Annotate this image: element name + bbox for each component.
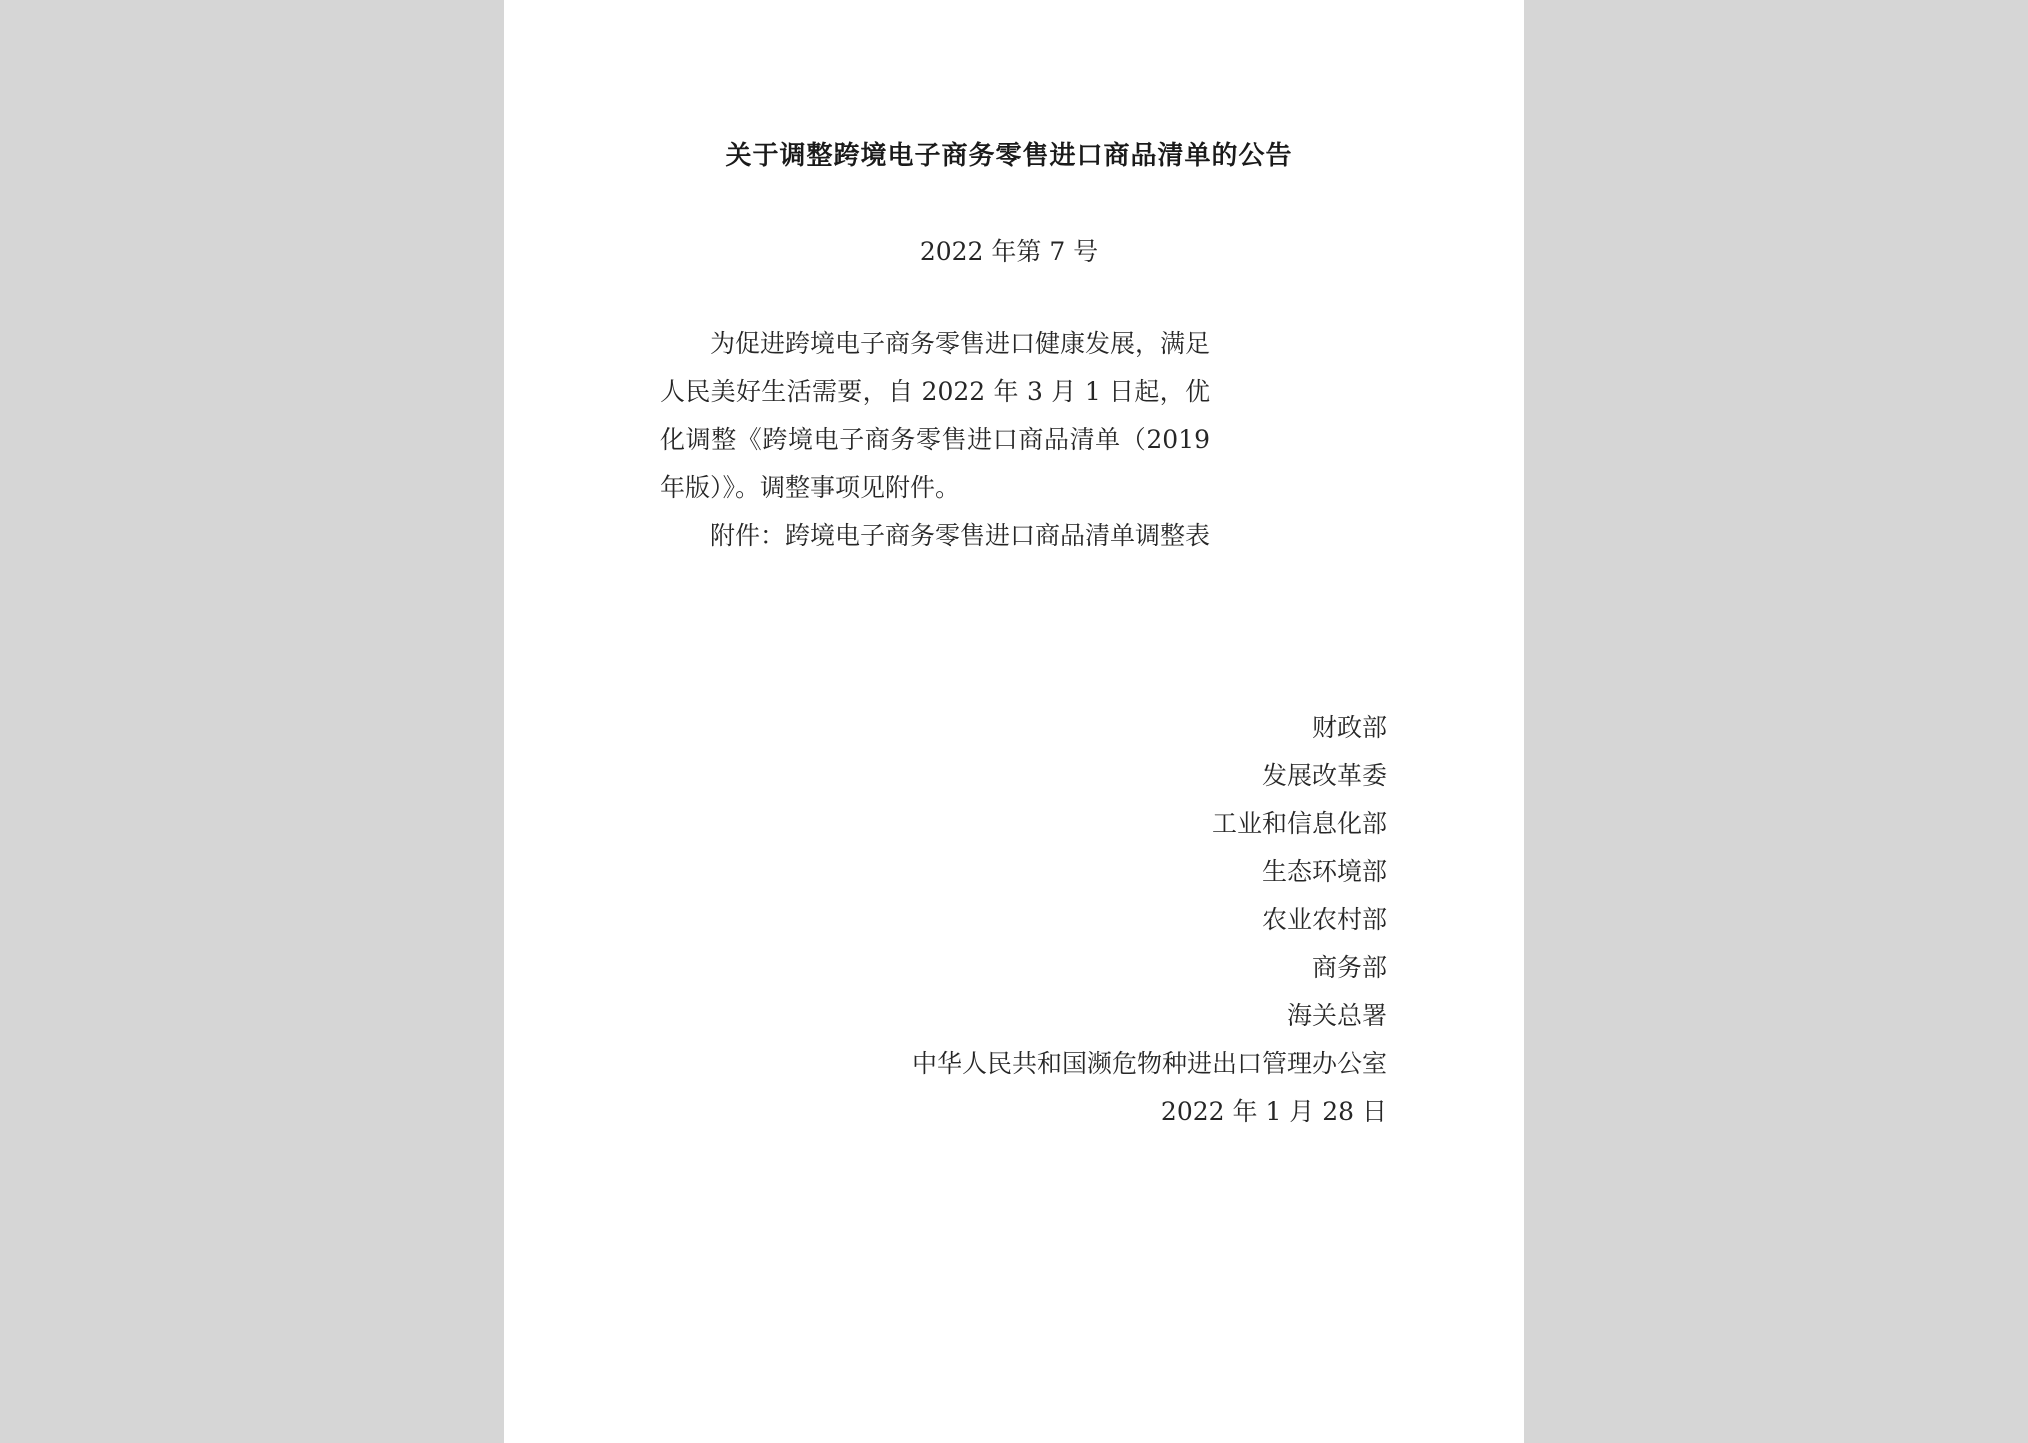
signatory: 商务部 [1311,953,1387,982]
signatory-block [912,704,1387,1136]
document-body [660,320,1210,560]
signatory: 发展改革委 [1261,761,1387,790]
signatory: 海关总署 [1286,1001,1387,1030]
signatory: 财政部 [1311,713,1387,742]
body-paragraph: 为促进跨境电子商务零售进口健康发展，满足人民美好生活需要，自 2022 年 3 月 1 日起，优化调整《跨境电子商务零售进口商品清单（2019 年版）》。调整事项见附件。 [660,329,1211,502]
signatory: 工业和信息化部 [1211,809,1387,838]
signatory: 中华人民共和国濒危物种进出口管理办公室 [911,1049,1387,1078]
signatory: 农业农村部 [1261,905,1387,934]
document-title: 关于调整跨境电子商务零售进口商品清单的公告 [725,141,1293,171]
document-page [504,0,1524,1443]
document-number: 2022 年第 7 号 [919,237,1099,266]
attachment-line: 附件：跨境电子商务零售进口商品清单调整表 [710,521,1211,550]
issue-date: 2022 年 1 月 28 日 [1160,1097,1387,1126]
signatory: 生态环境部 [1261,857,1387,886]
